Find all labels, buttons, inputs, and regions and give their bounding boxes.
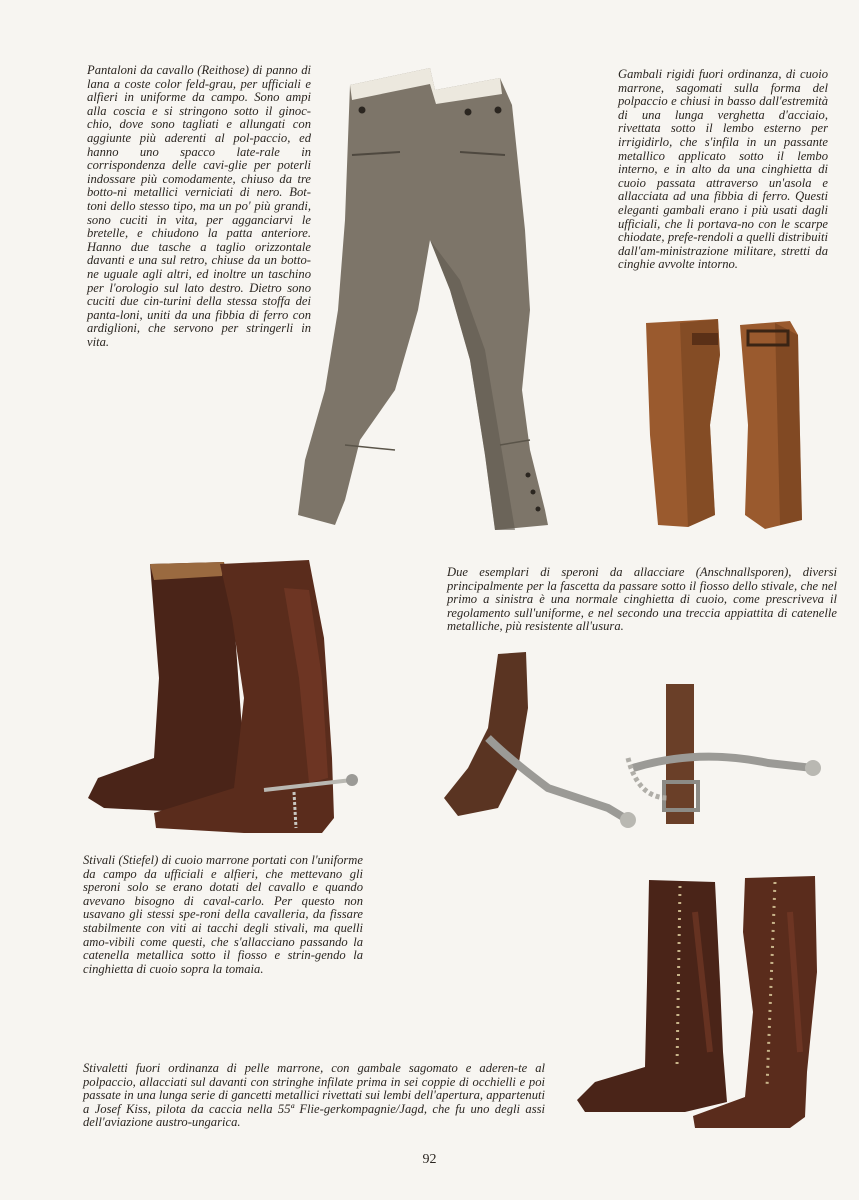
rowel-icon — [805, 760, 821, 776]
legging-strap — [692, 333, 718, 345]
breeches-photo — [290, 60, 560, 535]
caption-laced-boots: Stivaletti fuori ordinanza di pelle marrone, con gambale sagomato e aderen-te al polpaccio, allacciati sul davanti con stringhe infilate prima in sei coppie di occhielli e poi passate in una lunga serie di gancetti metallici rivettati sui lembi dell'apertura, appartenuti a Josef Kiss, pilota da caccia nella 55ª Flie-gerkompagnie/Jagd, che fu uno degli assi dell'aviazione austro-ungarica. — [83, 1061, 545, 1130]
laced-boots-photo — [575, 872, 820, 1132]
button-icon — [536, 507, 541, 512]
caption-spurs: Due esemplari di speroni da allacciare (Anschnallsporen), diversi principalmente per la fascetta da passare sotto il fiosso dello stivale, che nel primo a sinistra è una normale cinghietta di cuoio, come prescriveva il regolamento sull'uniforme, e nel secondo una treccia appiattita di catenelle metalliche, più resistente all'usura. — [447, 565, 837, 634]
riding-boots-photo — [84, 558, 359, 843]
button-icon — [359, 107, 366, 114]
spurs-photo — [438, 648, 828, 838]
spur-right — [633, 757, 813, 768]
page-number: 92 — [422, 1152, 437, 1167]
button-icon — [526, 473, 531, 478]
caption-breeches: Pantaloni da cavallo (Reithose) di panno di lana a coste color feld-grau, per ufficiali e alfieri in uniforme da campo. Sono ampi alla coscia e si stringono sotto il ginoc-chio, dove sono tagliati e allungati con aggiunte più aderenti al pol-paccio, ed hanno uno spacco late-rale in corrispondenza delle cavi-glie per poterli indossare più comodamente, chiuso da tre botto-ni metallici verniciati di nero. Bot-toni dello stesso tipo, ma un po' più grandi, sono cuciti in vita, per agganciarvi le bretelle, e chiudono la patta anteriore. Hanno due tasche a taglio orizzontale davanti e una sul retro, chiuse da un botto-ne uguale agli altri, ed inoltre un taschino per l'orologio sul lato destro. Dietro sono cuciti due cin-turini della stessa stoffa dei panta-loni, uniti da una fibbia di ferro con ardiglioni, che servono per stringerli in vita. — [87, 63, 311, 349]
button-icon — [465, 109, 472, 116]
rowel-icon — [620, 812, 636, 828]
button-icon — [531, 490, 536, 495]
breeches-body — [298, 68, 548, 530]
button-icon — [495, 107, 502, 114]
caption-riding-boots: Stivali (Stiefel) di cuoio marrone portati con l'uniforme da campo da ufficiali e alfieri, che mettevano gli speroni solo se erano dotati del cavallo e quando avevano bisogno di caval-carlo. Per questo non usavano gli stessi spe-roni della cavalleria, da fissare stabilmente con viti ai tacchi degli stivali, ma quelli amo-vibili come questi, che s'allacciano passando la catenella metallica sotto il fiosso e strin-gendo la cinghietta di cuoio sopra la tomaia. — [83, 853, 363, 976]
leggings-photo — [640, 315, 815, 535]
spur-strap-leather — [444, 652, 528, 816]
caption-leggings: Gambali rigidi fuori ordinanza, di cuoio marrone, sagomati sulla forma del polpaccio e chiusi in basso dall'estremità di una lunga verghetta d'acciaio, rivettata sotto il lembo esterno per irrigidirlo, che s'infila in un passante metallico applicato sotto il lembo interno, e in alto da una cinghietta di cuoio passata attraverso un'asola e allacciata ad una fibbia di ferro. Questi eleganti gambali erano i più usati dagli ufficiali, che li portava-no con le scarpe chiodate, prefe-rendoli a quelli distribuiti dall'am-ministrazione militare, stretti da cinghie avvolte intorno. — [618, 67, 828, 272]
